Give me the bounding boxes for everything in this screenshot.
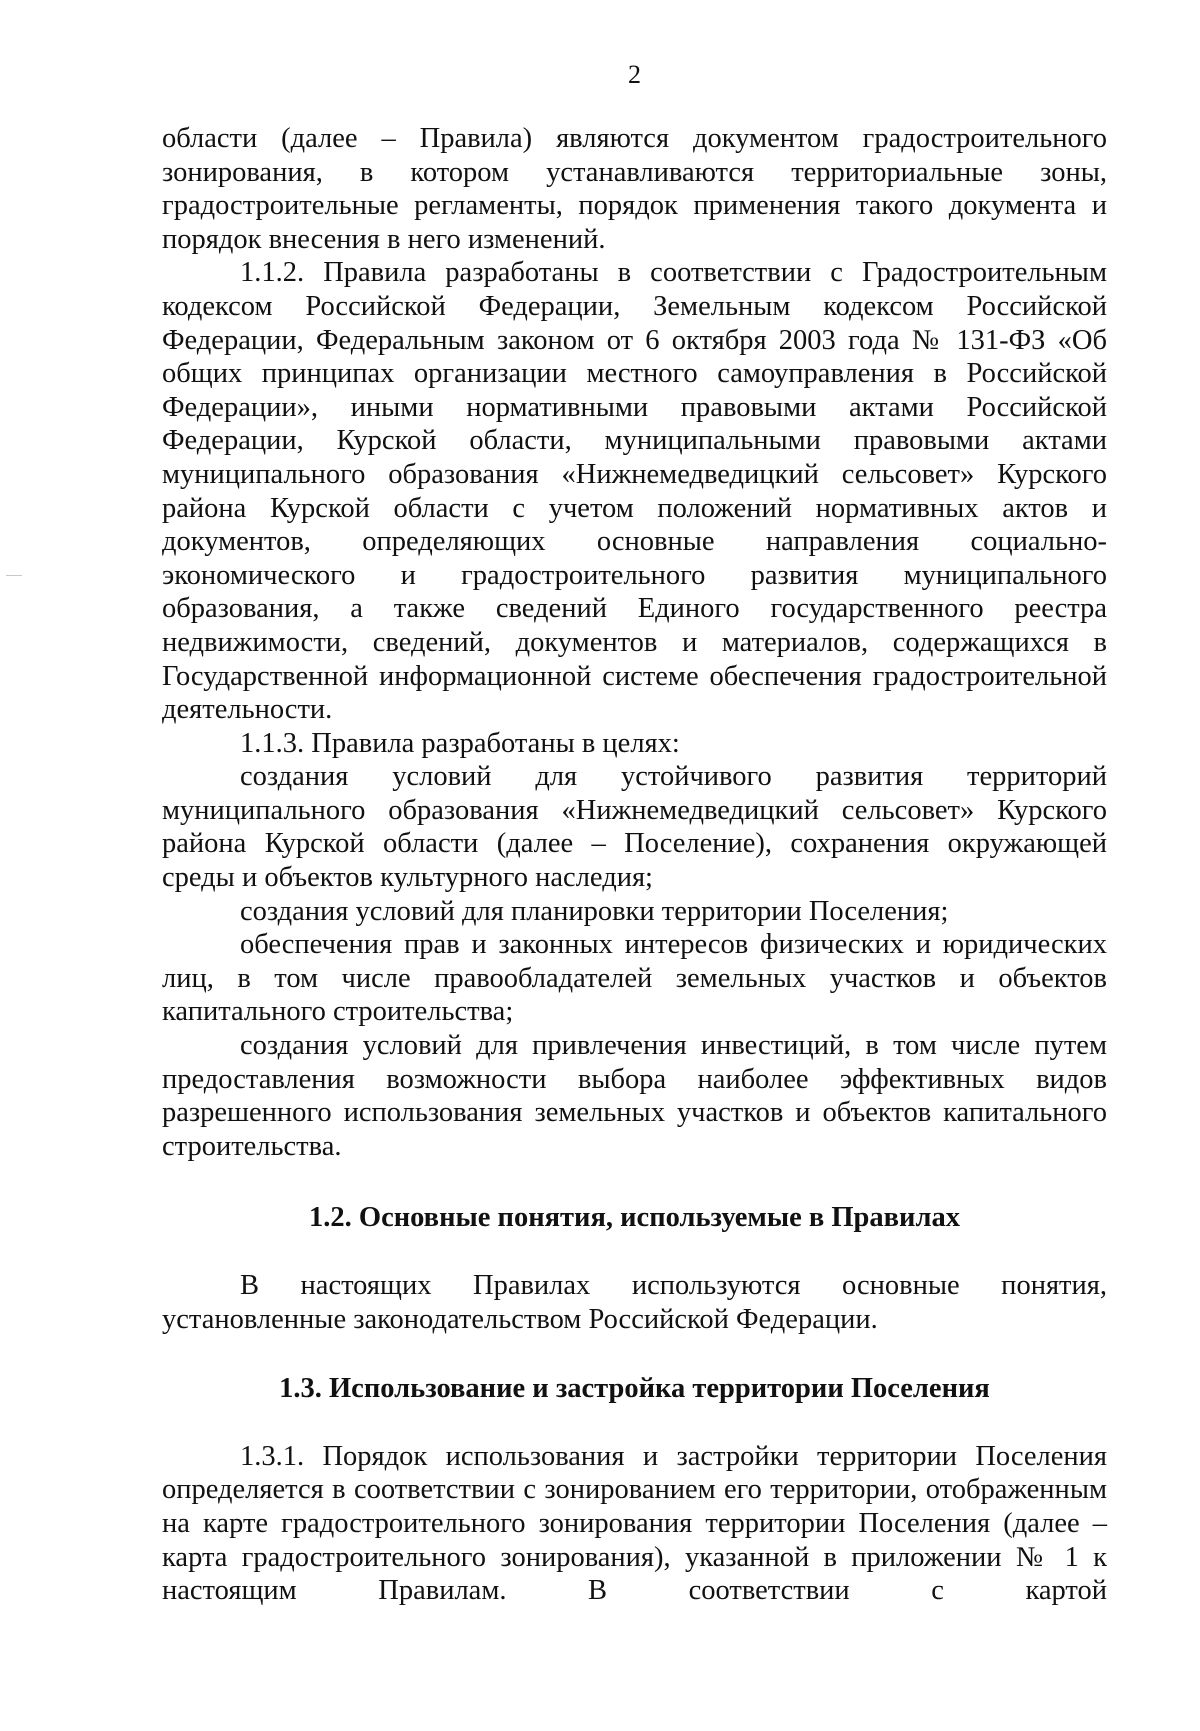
paragraph-1-1-3: 1.1.3. Правила разработаны в целях: bbox=[240, 727, 680, 759]
page-number: 2 bbox=[628, 60, 641, 89]
goal-item-investment: создания условий для привлечения инвестиций, в том числе путем предоставления возможности выбора наиболее эффективных видов разрешенного использования земельных участков и объектов капитального строительства. bbox=[162, 1030, 1107, 1162]
paragraph-1-1-2: 1.1.2. Правила разработаны в соответствии с Градостроительным кодексом Российской Федерации, Земельным кодексом Российской Федерации, Федеральным законом от 6 октября 2003 года № 131-ФЗ «Об общих принципах организации местного самоуправления в Российской Федерации», иными нормативными правовыми актами Российской Федерации, Курской области, муниципальными правовыми актами муниципального образования «Нижнемедведицкий сельсовет» Курского района Курской области с учетом положений нормативных актов и документов, определяющих основные направления социально-экономического и градостроительного развития муниципального образования, а также сведений Единого государственного реестра недвижимости, сведений, документов и материалов, содержащихся в Государственной информационной системе обеспечения градостроительной деятельности. bbox=[162, 257, 1107, 726]
goal-item-territory-planning: создания условий для планировки территории Поселения; bbox=[240, 895, 949, 927]
goal-item-rights-protection: обеспечения прав и законных интересов физических и юридических лиц, в том числе правообладателей земельных участков и объектов капитального строительства; bbox=[162, 929, 1107, 1028]
scan-edge-mark bbox=[6, 575, 22, 576]
goal-item-sustainable-development: создания условий для устойчивого развития территорий муниципального образования «Нижнемедведицкий сельсовет» Курского района Курской области (далее – Поселение), сохранения окружающей среды и объектов культурного наследия; bbox=[162, 761, 1107, 894]
document-page bbox=[162, 0, 1107, 1731]
document-body bbox=[162, 122, 1107, 1608]
paragraph-1-3-1: 1.3.1. Порядок использования и застройки территории Поселения определяется в соответствии с зонированием его территории, отображенным на карте градостроительного зонирования территории Поселения (далее – карта градостроительного зонирования), указанной в приложении № 1 к настоящим Правилам. В соответствии с картой bbox=[162, 1440, 1107, 1607]
paragraph-1-2: В настоящих Правилах используются основные понятия, установленные законодательством Российской Федерации. bbox=[162, 1270, 1107, 1335]
section-heading-1-3: 1.3. Использование и застройка территории Поселения bbox=[279, 1373, 990, 1405]
paragraph-continuation: области (далее – Правила) являются документом градостроительного зонирования, в котором устанавливаются территориальные зоны, градостроительные регламенты, порядок применения такого документа и порядок внесения в него изменений. bbox=[162, 123, 1107, 255]
section-heading-1-2: 1.2. Основные понятия, используемые в Правилах bbox=[309, 1202, 960, 1234]
